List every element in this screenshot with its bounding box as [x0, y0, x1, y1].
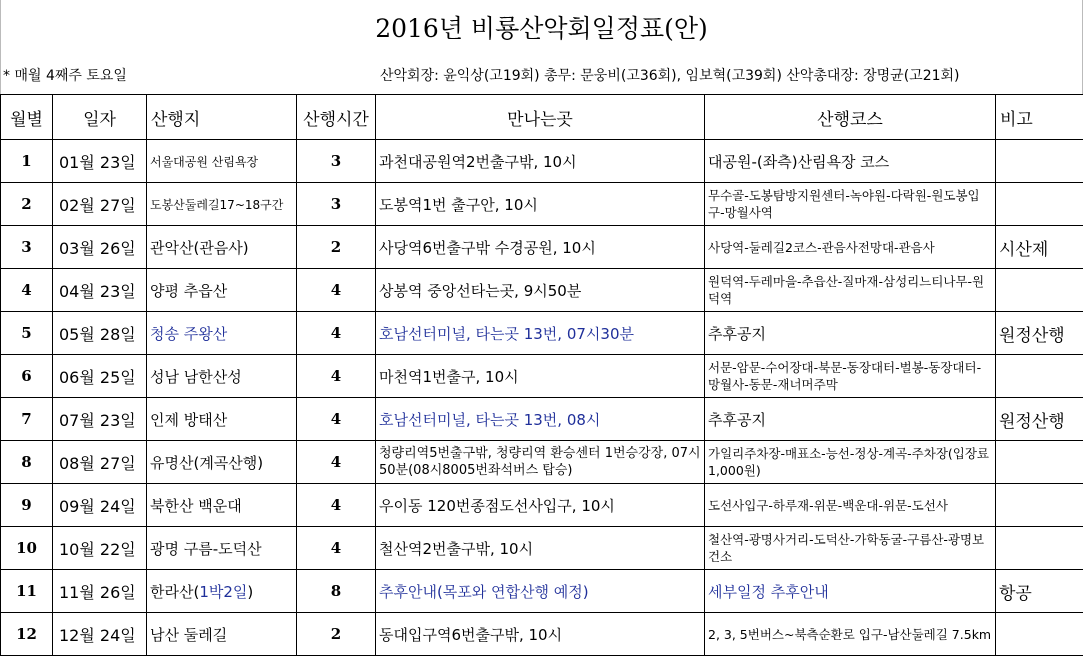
cell-note: 항공 — [996, 570, 1083, 613]
table-row — [1, 226, 1083, 269]
cell-course: 서문-암문-수어장대-북문-동장대터-벌봉-동장대터-망월사-동문-재너머주막 — [705, 355, 996, 398]
table-header-row — [1, 95, 1083, 140]
cell-month: 1 — [1, 140, 53, 183]
cell-time: 8 — [297, 570, 376, 613]
cell-date: 07월 23일 — [53, 398, 147, 441]
cell-date: 02월 27일 — [53, 183, 147, 226]
cell-meeting-place: 청량리역5번출구밖, 청량리역 환승센터 1번승강장, 07시50분(08시8005번좌석버스 탑승) — [376, 441, 705, 484]
cell-note: 원정산행 — [996, 312, 1083, 355]
table-row — [1, 312, 1083, 355]
cell-note — [996, 527, 1083, 570]
cell-meeting-place: 우이동 120번종점도선사입구, 10시 — [376, 484, 705, 527]
cell-note — [996, 441, 1083, 484]
header-meeting-place: 만나는곳 — [376, 95, 705, 140]
cell-course: 추후공지 — [705, 398, 996, 441]
cell-mountain: 관악산(관음사) — [147, 226, 297, 269]
cell-meeting-place: 동대입구역6번출구밖, 10시 — [376, 613, 705, 656]
cell-course: 가일리주차장-매표소-능선-정상-계곡-주차장(입장료 1,000원) — [705, 441, 996, 484]
cell-mountain: 북한산 백운대 — [147, 484, 297, 527]
cell-note — [996, 355, 1083, 398]
table-row — [1, 484, 1083, 527]
cell-date: 01월 23일 — [53, 140, 147, 183]
cell-date: 06월 25일 — [53, 355, 147, 398]
cell-month: 4 — [1, 269, 53, 312]
cell-time: 4 — [297, 441, 376, 484]
cell-month: 7 — [1, 398, 53, 441]
cell-date: 03월 26일 — [53, 226, 147, 269]
cell-mountain: 인제 방태산 — [147, 398, 297, 441]
club-officers: 산악회장: 윤익상(고19회) 총무: 문웅비(고36회), 임보혁(고39회) 산악총대장: 장명균(고21회) — [380, 68, 960, 84]
cell-note — [996, 140, 1083, 183]
table-row — [1, 570, 1083, 613]
cell-course: 원덕역-두레마을-추읍산-질마재-삼성리느티나무-원덕역 — [705, 269, 996, 312]
cell-mountain: 남산 둘레길 — [147, 613, 297, 656]
cell-course: 도선사입구-하루재-위문-백운대-위문-도선사 — [705, 484, 996, 527]
cell-course: 세부일정 추후안내 — [705, 570, 996, 613]
header-date: 일자 — [53, 95, 147, 140]
table-row — [1, 140, 1083, 183]
page-title: 2016년 비룡산악회일정표(안) — [375, 13, 708, 43]
cell-date: 09월 24일 — [53, 484, 147, 527]
cell-time: 2 — [297, 613, 376, 656]
cell-mountain: 유명산(계곡산행) — [147, 441, 297, 484]
cell-month: 3 — [1, 226, 53, 269]
cell-time: 4 — [297, 312, 376, 355]
cell-time: 4 — [297, 269, 376, 312]
cell-meeting-place: 마천역1번출구, 10시 — [376, 355, 705, 398]
cell-meeting-place: 추후안내(목포와 연합산행 예정) — [376, 570, 705, 613]
cell-mountain: 도봉산둘레길17~18구간 — [147, 183, 297, 226]
cell-mountain: 청송 주왕산 — [147, 312, 297, 355]
header-mountain: 산행지 — [147, 95, 297, 140]
cell-meeting-place: 상봉역 중앙선타는곳, 9시50분 — [376, 269, 705, 312]
cell-date: 10월 22일 — [53, 527, 147, 570]
cell-mountain: 광명 구름-도덕산 — [147, 527, 297, 570]
cell-note — [996, 484, 1083, 527]
cell-date: 05월 28일 — [53, 312, 147, 355]
cell-meeting-place: 도봉역1번 출구안, 10시 — [376, 183, 705, 226]
table-row — [1, 398, 1083, 441]
cell-meeting-place: 호남선터미널, 타는곳 13번, 07시30분 — [376, 312, 705, 355]
cell-month: 6 — [1, 355, 53, 398]
table-row — [1, 527, 1083, 570]
cell-month: 8 — [1, 441, 53, 484]
schedule-table — [0, 94, 1083, 656]
cell-time: 4 — [297, 484, 376, 527]
cell-note: 원정산행 — [996, 398, 1083, 441]
cell-date: 08월 27일 — [53, 441, 147, 484]
cell-date: 12월 24일 — [53, 613, 147, 656]
schedule-note: * 매월 4째주 토요일 — [3, 68, 127, 84]
cell-mountain: 한라산(1박2일) — [147, 570, 297, 613]
cell-month: 10 — [1, 527, 53, 570]
header-note: 비고 — [996, 95, 1083, 140]
cell-month: 2 — [1, 183, 53, 226]
cell-note — [996, 183, 1083, 226]
cell-time: 4 — [297, 527, 376, 570]
cell-time: 4 — [297, 355, 376, 398]
cell-time: 3 — [297, 140, 376, 183]
cell-course: 대공원-(좌측)산림욕장 코스 — [705, 140, 996, 183]
table-row — [1, 269, 1083, 312]
table-row — [1, 183, 1083, 226]
cell-meeting-place: 철산역2번출구밖, 10시 — [376, 527, 705, 570]
cell-month: 12 — [1, 613, 53, 656]
cell-month: 9 — [1, 484, 53, 527]
table-row — [1, 441, 1083, 484]
table-row — [1, 613, 1083, 656]
cell-time: 4 — [297, 398, 376, 441]
cell-mountain: 양평 추읍산 — [147, 269, 297, 312]
cell-month: 5 — [1, 312, 53, 355]
cell-time: 3 — [297, 183, 376, 226]
cell-note — [996, 269, 1083, 312]
cell-date: 11월 26일 — [53, 570, 147, 613]
cell-mountain: 성남 남한산성 — [147, 355, 297, 398]
cell-course: 사당역-둘레길2코스-관음사전망대-관음사 — [705, 226, 996, 269]
cell-meeting-place: 과천대공원역2번출구밖, 10시 — [376, 140, 705, 183]
header-month: 월별 — [1, 95, 53, 140]
cell-course: 추후공지 — [705, 312, 996, 355]
cell-note — [996, 613, 1083, 656]
cell-date: 04월 23일 — [53, 269, 147, 312]
cell-time: 2 — [297, 226, 376, 269]
cell-course: 철산역-광명사거리-도덕산-가학동굴-구름산-광명보건소 — [705, 527, 996, 570]
cell-mountain: 서울대공원 산림욕장 — [147, 140, 297, 183]
table-row — [1, 355, 1083, 398]
cell-meeting-place: 사당역6번출구밖 수경공원, 10시 — [376, 226, 705, 269]
cell-note: 시산제 — [996, 226, 1083, 269]
header-time: 산행시간 — [297, 95, 376, 140]
cell-course: 2, 3, 5번버스~북측순환로 입구-남산둘레길 7.5km — [705, 613, 996, 656]
cell-meeting-place: 호남선터미널, 타는곳 13번, 08시 — [376, 398, 705, 441]
cell-course: 무수골-도봉탐방지원센터-녹야원-다락원-원도봉입구-망월사역 — [705, 183, 996, 226]
header-course: 산행코스 — [705, 95, 996, 140]
cell-month: 11 — [1, 570, 53, 613]
